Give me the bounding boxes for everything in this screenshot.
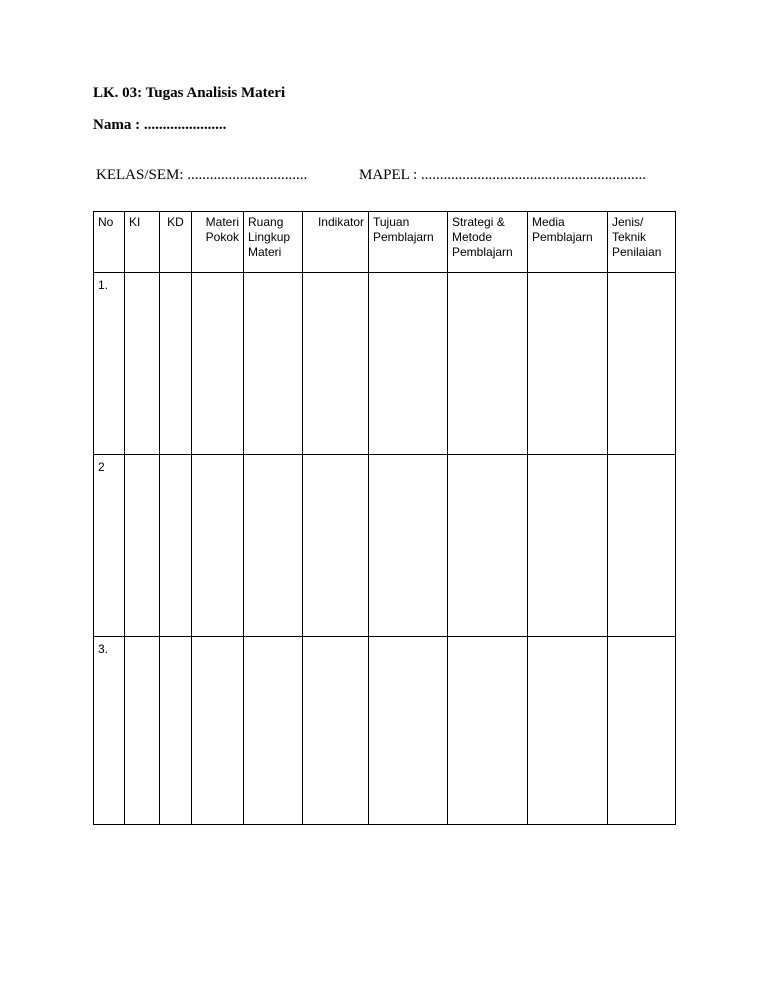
cell-kd[interactable] — [160, 273, 192, 455]
cell-tujuan[interactable] — [369, 273, 448, 455]
cell-ki[interactable] — [125, 273, 160, 455]
cell-ruang-lingkup[interactable] — [244, 455, 303, 637]
table-row — [94, 637, 676, 825]
header-media-pemblajarn: Media Pemblajarn — [528, 212, 608, 273]
cell-materi-pokok[interactable] — [192, 273, 244, 455]
table-row — [94, 273, 676, 455]
name-line: Nama : ...................... — [93, 117, 227, 133]
cell-strategi[interactable] — [448, 637, 528, 825]
row-number: 2 — [94, 455, 125, 637]
cell-ruang-lingkup[interactable] — [244, 637, 303, 825]
cell-ruang-lingkup[interactable] — [244, 273, 303, 455]
header-jenis-teknik-penilaian: Jenis/ Teknik Penilaian — [608, 212, 676, 273]
cell-materi-pokok[interactable] — [192, 455, 244, 637]
header-ruang-lingkup-materi: Ruang Lingkup Materi — [244, 212, 303, 273]
document-title: LK. 03: Tugas Analisis Materi — [93, 85, 286, 101]
header-materi-pokok: Materi Pokok — [192, 212, 244, 273]
cell-kd[interactable] — [160, 637, 192, 825]
cell-tujuan[interactable] — [369, 637, 448, 825]
header-indikator: Indikator — [303, 212, 369, 273]
cell-media[interactable] — [528, 273, 608, 455]
cell-jenis[interactable] — [608, 637, 676, 825]
cell-jenis[interactable] — [608, 273, 676, 455]
table-row — [94, 455, 676, 637]
row-number: 1. — [94, 273, 125, 455]
cell-ki[interactable] — [125, 637, 160, 825]
cell-tujuan[interactable] — [369, 455, 448, 637]
header-tujuan-pemblajarn: Tujuan Pemblajarn — [369, 212, 448, 273]
header-strategi-metode: Strategi & Metode Pemblajarn — [448, 212, 528, 273]
cell-media[interactable] — [528, 455, 608, 637]
cell-ki[interactable] — [125, 455, 160, 637]
header-no: No — [94, 212, 125, 273]
header-kd: KD — [160, 212, 192, 273]
cell-media[interactable] — [528, 637, 608, 825]
header-ki: KI — [125, 212, 160, 273]
cell-indikator[interactable] — [303, 637, 369, 825]
cell-strategi[interactable] — [448, 455, 528, 637]
row-number: 3. — [94, 637, 125, 825]
cell-indikator[interactable] — [303, 455, 369, 637]
cell-jenis[interactable] — [608, 455, 676, 637]
cell-kd[interactable] — [160, 455, 192, 637]
cell-materi-pokok[interactable] — [192, 637, 244, 825]
mapel-line: MAPEL : ............................................................ — [359, 167, 646, 183]
analysis-table — [93, 211, 676, 825]
cell-indikator[interactable] — [303, 273, 369, 455]
kelas-sem-line: KELAS/SEM: ................................ — [96, 167, 308, 183]
cell-strategi[interactable] — [448, 273, 528, 455]
table-header-row — [94, 212, 676, 273]
